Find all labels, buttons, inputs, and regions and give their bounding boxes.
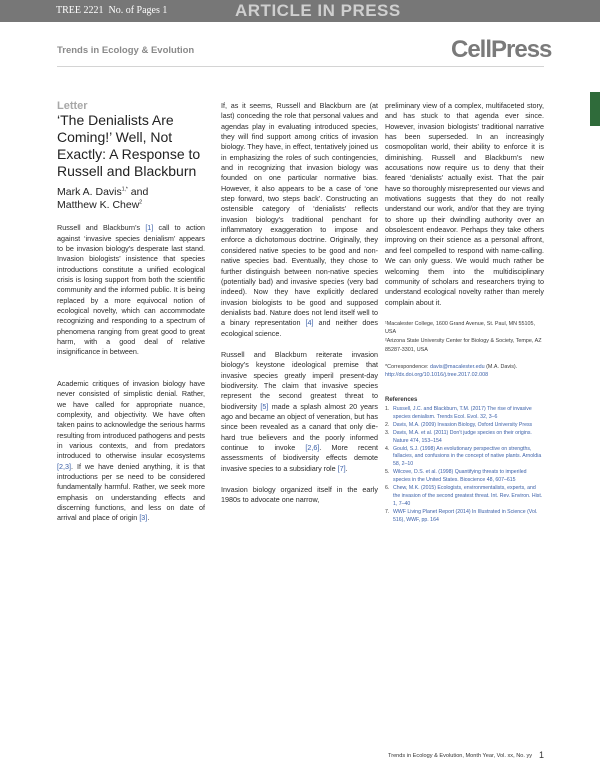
email-link[interactable]: davis@macalester.edu: [429, 364, 485, 371]
citation-link[interactable]: [3]: [139, 513, 148, 523]
footer-citation: Trends in Ecology & Evolution, Month Year, Vol. xx, No. yy: [388, 753, 533, 759]
column-1: [57, 101, 205, 524]
references-heading: References: [385, 396, 418, 403]
author-list: Mark A. Davis$^{1,*}$ and Matthew K. Chew$^2$: [57, 186, 149, 212]
column-3: [385, 101, 544, 525]
correspondence: *Correspondence: davis@macalester.edu (M.A. Davis).: [385, 364, 518, 371]
cellpress-logo: CellPress: [451, 36, 552, 63]
column-2: [221, 101, 378, 506]
citation-link[interactable]: [1]: [145, 223, 154, 233]
reference-item[interactable]: 4. Gould, S.J. (1998) An evolutionary perspective on strengths, fallacies, and confusions in the concept of native plants. Arnoldia 58, 2–10: [385, 445, 542, 468]
reference-item[interactable]: 2. Davis, M.A. (2009) Invasion Biology, Oxford University Press: [385, 421, 533, 428]
paragraph-3: If, as it seems, Russell and Blackburn are (at last) conceding the role that personal values and agendas play in evaluating introduced species, they will find support among critics of invasion biology. They have, in effect, tentatively joined us in emphasizing the roles of such contingencies, and in recognizing that invasion biology was founded on one particular normative bias. However, it also appears to be a case of ‘one step forward, two steps back’. Constructing an ostensible category of ‘denialists’ reflects invasion biology’s traditional penchant for inflammatory exaggeration to impose and enforce a dichotomous doctrine. Originally, they considered native species to be good and non-native species bad. Eventually, they chose to further distinguish between non-native species (potentially bad) and invasive species (very bad indeed). Now they have explicitly declared invasion biologists to be good and supposed denialists bad. Nature does not lend itself well to a binary representation [4] and neither does ecological science.: [221, 101, 378, 338]
paragraph-1: Russell and Blackburn’s [1] call to action against ‘invasive species denialism’ appears to be invasion biology’s desperate last stand. Invasion biologists’ insistence that species introductions constitute a unified ecological crisis is losing support from both the scientific community and the informed public. It is being replaced by a more equivocal notion of ecological novelty, which can accommodate recognizing and responding to a spectrum of phenomena ranging from great good to great harm, with a good deal of relative insignificance in between.: [57, 223, 205, 357]
article-in-press-banner: ARTICLE IN PRESS: [235, 1, 401, 20]
article-title: ‘The Denialists Are Coming!’ Well, Not Exactly: A Response to Russell and Blackburn: [57, 112, 201, 180]
citation-link[interactable]: [7]: [337, 463, 346, 473]
top-banner: [0, 0, 600, 22]
reference-item[interactable]: 3. Davis, M.A. et al. (2011) Don’t judge species on their origins. Nature 474, 153–154: [385, 429, 532, 444]
affiliation-2: ²Arizona State University Center for Biology & Society, Tempe, AZ 85287-3301, USA: [385, 338, 542, 353]
reference-item[interactable]: 1. Russell, J.C. and Blackburn, T.M. (2017) The rise of invasive species denialism. Trends Ecol. Evol. 32, 3–6: [385, 406, 532, 420]
affiliation-1: ¹Macalester College, 1600 Grand Avenue, St. Paul, MN 55105, USA: [385, 320, 536, 336]
paragraph-4: Russell and Blackburn reiterate invasion biology’s keystone ideological premise that invasive species greatly imperil present-day biodiversity. The claim that invasive species represent the second greatest threat to biodiversity [5] made a splash almost 20 years ago and became an object of veneration, but has since been revealed as a canard that only die-hard true believers and the poorly informed continue to invoke [2,6]. More recent assessments of biodiversity effects demote invasive species to a subsidiary role [7].: [221, 349, 379, 473]
paragraph-5: Invasion biology organized itself in the early 1980s to advocate one narrow,: [221, 485, 378, 505]
author-2: Matthew K. Chew: [57, 199, 140, 212]
journal-code: TREE 2221 No. of Pages 1: [56, 5, 168, 16]
citation-link[interactable]: [2,3]: [57, 461, 71, 471]
doi-link[interactable]: http://dx.doi.org/10.1016/j.tree.2017.02.008: [385, 372, 489, 379]
citation-link[interactable]: [2,6]: [305, 443, 320, 452]
author-1-affiliation: 1,*: [121, 186, 128, 193]
reference-item[interactable]: 5. Wilcove, D.S. et al. (1998) Quantifying threats to imperiled species in the United States. Bioscience 48, 607–615: [385, 469, 527, 484]
paragraph-6: preliminary view of a complex, multifaceted story, and has stuck to that agenda ever since. However, invasion biologists’ traditional narrative has been superseded. In an increasingly cosmopolitan world, their ability to enforce it is diminishing. Russell and Blackburn’s new accusations now require us to deny that their feared ‘denialists’ actually exist. That the pair have so thoroughly misrepresented our views and motivations suggests that they do not really understand our work, and/or that they are trying to shore up their dwindling authority over an obsolescent endeavor. Perhaps they take others improving on their science as a personal affront, and feel compelled to respond with name-calling. We can only guess. We would much rather be welcoming them into the multidisciplinary community of scholars and researchers trying to understand ecological novelty rather than merely complain about it.: [385, 101, 544, 307]
author-1: Mark A. Davis: [57, 186, 122, 199]
article-type-label: Letter: [57, 100, 88, 112]
reference-list: [385, 395, 544, 525]
page-number: 1: [539, 750, 545, 760]
reference-item[interactable]: 7. WWF Living Planet Report (2014) In Illustrated in Science (Vol. 516), WWF, pp. 164: [385, 508, 538, 523]
journal-name: Trends in Ecology & Evolution: [57, 45, 195, 56]
header-divider: [57, 66, 544, 67]
citation-link[interactable]: [5]: [260, 401, 269, 411]
reference-item[interactable]: 6. Chew, M.K. (2015) Ecologists, environmentalists, experts, and the invasion of the second greatest threat. Int. Rev. Environ. Hist. 1, 7–40: [385, 485, 543, 507]
citation-link[interactable]: [4]: [305, 318, 314, 328]
author-2-affiliation: 2: [139, 199, 143, 206]
side-tab-marker: [590, 92, 600, 126]
paragraph-2: Academic critiques of invasion biology have never consisted of simplistic denial. Rather, we have called for appropriate nuance, complexity, and objectivity. We have often taken pains to acknowledge the serious harms resulting from introduced pathogens and pests in various contexts, and from predators introduced to otherwise insular ecosystems [2,3]. If we have denied anything, it is that introductions per se need to be considered fundamentally harmful. Rather, we seek more emphasis on understanding effects and discerning functions, and less on date of arrival and place of origin [3].: [57, 378, 205, 523]
